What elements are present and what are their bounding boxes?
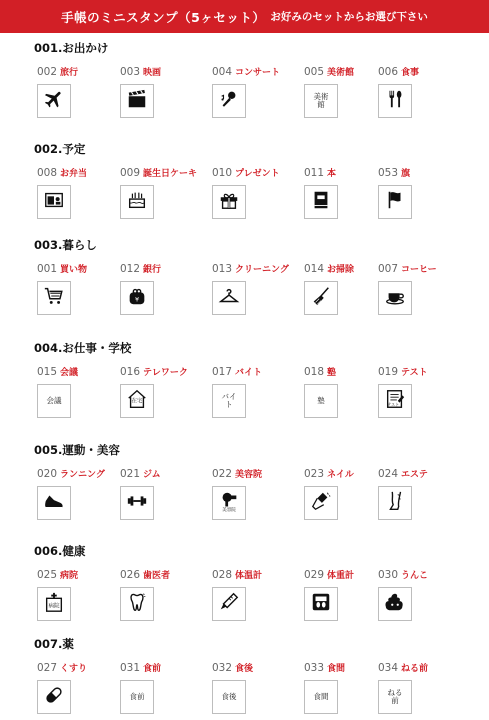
before-bed-text-icon: ねる前	[387, 688, 403, 705]
stamp-label	[212, 66, 302, 79]
stamp-item[interactable]	[120, 662, 210, 701]
stamp-image[interactable]	[304, 185, 338, 219]
stamp-name: うんこ	[401, 571, 429, 581]
stamp-name: コーヒー	[401, 265, 437, 275]
stamp-image[interactable]	[212, 680, 246, 714]
stamp-image[interactable]	[212, 384, 246, 418]
stamp-image[interactable]	[304, 281, 338, 315]
stamp-item[interactable]	[37, 167, 127, 180]
stamp-number: 027	[37, 662, 58, 674]
stamp-name: 食事	[401, 68, 420, 78]
stamp-image[interactable]	[120, 486, 154, 520]
stamp-image[interactable]	[304, 680, 338, 714]
hospital-icon	[43, 591, 65, 617]
microphone-icon	[218, 88, 240, 114]
stamp-name: 美容院	[235, 470, 263, 480]
purse-icon	[126, 285, 148, 311]
stamp-label	[212, 366, 302, 379]
stamp-label	[212, 167, 302, 180]
svg-text:美容院: 美容院	[222, 508, 236, 512]
stamp-item[interactable]	[378, 569, 468, 582]
stamp-label	[37, 167, 127, 180]
stamp-label	[120, 569, 210, 582]
stamp-label	[120, 66, 210, 79]
hanger-icon	[218, 285, 240, 311]
stamp-label	[37, 569, 127, 582]
stamp-number: 021	[120, 468, 141, 480]
stamp-number: 020	[37, 468, 58, 480]
stamp-label	[212, 569, 302, 582]
section-title: 002.予定	[34, 142, 86, 156]
stamp-number: 029	[304, 569, 325, 581]
stamp-image[interactable]	[120, 587, 154, 621]
stamp-number: 001	[37, 263, 58, 275]
stamp-item[interactable]	[37, 569, 127, 610]
stamp-name: 病院	[60, 571, 79, 581]
stamp-number: 018	[304, 366, 325, 378]
stamp-item[interactable]	[212, 662, 302, 701]
coffee-cup-icon	[384, 285, 406, 311]
stamp-image[interactable]	[37, 84, 71, 118]
stamp-label	[37, 662, 127, 675]
stamp-image[interactable]	[37, 281, 71, 315]
after-meal-text-icon: 食後	[221, 692, 237, 701]
stamp-name: クリーニング	[235, 265, 289, 275]
stamp-item[interactable]	[378, 167, 468, 180]
stamp-number: 032	[212, 662, 233, 674]
stamp-number: 006	[378, 66, 399, 78]
section-title: 007.薬	[34, 637, 74, 651]
between-meal-text-icon: 食間	[313, 692, 329, 701]
stamp-item[interactable]	[212, 167, 302, 180]
stamp-number: 007	[378, 263, 399, 275]
stamp-image[interactable]	[378, 587, 412, 621]
stamp-image[interactable]	[37, 384, 71, 418]
stamp-name: 歯医者	[143, 571, 171, 581]
stamp-number: 003	[120, 66, 141, 78]
stamp-number: 009	[120, 167, 141, 179]
stamp-image[interactable]	[378, 281, 412, 315]
stamp-number: 028	[212, 569, 233, 581]
stamp-image[interactable]	[120, 680, 154, 714]
stamp-image[interactable]	[212, 281, 246, 315]
meeting-text-icon: 会議	[46, 396, 62, 405]
stamp-image[interactable]	[212, 185, 246, 219]
stamp-image[interactable]	[304, 587, 338, 621]
stamp-number: 014	[304, 263, 325, 275]
stamp-name: テレワーク	[143, 368, 188, 378]
stamp-name: エステ	[401, 470, 428, 480]
section-title: 005.運動・美容	[34, 443, 120, 457]
stamp-image[interactable]	[37, 587, 71, 621]
stamp-number: 031	[120, 662, 141, 674]
shopping-cart-icon	[43, 285, 65, 311]
stamp-label	[37, 66, 127, 79]
dumbbell-icon	[126, 490, 148, 516]
section-title: 006.健康	[34, 544, 86, 558]
stamp-item[interactable]	[37, 366, 127, 405]
broom-icon	[310, 285, 332, 311]
stamp-image[interactable]	[37, 185, 71, 219]
test-paper-icon	[384, 388, 406, 414]
stamp-item[interactable]	[120, 263, 210, 304]
cake-icon	[126, 189, 148, 215]
stamp-number: 012	[120, 263, 141, 275]
nail-polish-icon	[310, 490, 332, 516]
stamp-image[interactable]	[120, 84, 154, 118]
museum-text-icon: 美術館	[313, 92, 329, 109]
stamp-name: 映画	[143, 68, 162, 78]
stamp-name: 体温計	[235, 571, 263, 581]
stamp-label	[378, 366, 468, 379]
stamp-image[interactable]	[378, 680, 412, 714]
stamp-image[interactable]	[120, 384, 154, 418]
stamp-item[interactable]	[37, 66, 127, 79]
running-shoe-icon	[43, 490, 65, 516]
page-title: 手帳のミニスタンプ（5ヶセット）	[61, 9, 266, 25]
stamp-number: 011	[304, 167, 325, 179]
stamp-label	[37, 468, 127, 481]
stamp-name: ランニング	[60, 470, 105, 480]
tooth-icon	[126, 591, 148, 617]
stamp-name: くすり	[60, 664, 88, 674]
house-icon	[126, 388, 148, 414]
baito-text-icon: バイト	[221, 392, 237, 409]
stamp-label	[37, 263, 127, 276]
stamp-number: 016	[120, 366, 141, 378]
stamp-number: 017	[212, 366, 233, 378]
stamp-name: 銀行	[143, 265, 162, 275]
stamp-item[interactable]	[212, 66, 302, 79]
stamp-item[interactable]	[378, 66, 468, 79]
svg-text:病院: 病院	[48, 603, 60, 610]
scale-icon	[310, 591, 332, 617]
stamp-item[interactable]	[120, 66, 210, 79]
stamp-number: 005	[304, 66, 325, 78]
stamp-label	[378, 66, 468, 79]
stamp-name: コンサート	[235, 68, 281, 78]
stamp-image[interactable]	[304, 84, 338, 118]
stamp-label	[212, 662, 302, 675]
stamp-item[interactable]	[37, 468, 127, 481]
stamp-label	[120, 662, 210, 675]
stamp-label	[212, 468, 302, 481]
stamp-number: 025	[37, 569, 58, 581]
hair-dryer-icon	[218, 490, 240, 516]
thermometer-icon	[218, 591, 240, 617]
stamp-image[interactable]	[378, 384, 412, 418]
stamp-number: 022	[212, 468, 233, 480]
stamp-number: 034	[378, 662, 399, 674]
svg-text:¥: ¥	[134, 295, 140, 304]
stamp-name: プレゼント	[235, 169, 280, 179]
stamp-name: テスト	[401, 368, 428, 378]
clapperboard-icon	[126, 88, 148, 114]
fork-spoon-icon	[384, 88, 406, 114]
svg-text:テスト: テスト	[387, 401, 400, 407]
stamp-name: 旅行	[60, 68, 79, 78]
stamp-number: 026	[120, 569, 141, 581]
stamp-image[interactable]	[37, 486, 71, 520]
stamp-number: 013	[212, 263, 233, 275]
stamp-label	[120, 468, 210, 481]
stamp-number: 030	[378, 569, 399, 581]
stamp-name: お弁当	[60, 169, 88, 179]
stamp-item[interactable]	[120, 468, 210, 481]
page-subtitle: お好みのセットからお選び下さい	[270, 11, 428, 23]
stamp-item[interactable]	[212, 263, 302, 276]
stamp-name: バイト	[235, 368, 263, 378]
stamp-name: ジム	[143, 470, 161, 480]
stamp-name: お掃除	[327, 265, 355, 275]
stamp-label	[378, 662, 468, 675]
stamp-name: 体重計	[327, 571, 355, 581]
stamp-number: 033	[304, 662, 325, 674]
stamp-item[interactable]	[378, 468, 468, 481]
stamp-name: 買い物	[60, 265, 88, 275]
stamp-label	[120, 366, 210, 379]
stamp-number: 053	[378, 167, 399, 179]
stamp-name: 塾	[327, 368, 337, 378]
stamp-name: 本	[327, 169, 337, 179]
section-title: 003.暮らし	[34, 238, 97, 252]
stamp-number: 023	[304, 468, 325, 480]
leg-icon	[384, 490, 406, 516]
stamp-image[interactable]	[212, 587, 246, 621]
stamp-image[interactable]	[304, 384, 338, 418]
stamp-item[interactable]	[37, 263, 127, 276]
capsule-icon	[43, 684, 65, 710]
svg-text:在宅: 在宅	[131, 398, 143, 405]
stamp-image[interactable]	[304, 486, 338, 520]
stamp-label	[37, 366, 127, 379]
stamp-label	[378, 263, 468, 276]
stamp-item[interactable]	[378, 263, 468, 276]
stamp-label	[120, 167, 210, 180]
juku-text-icon: 塾	[317, 396, 325, 405]
stamp-name: 旗	[401, 169, 411, 179]
stamp-image[interactable]	[212, 84, 246, 118]
stamp-name: 美術館	[327, 68, 355, 78]
stamp-image[interactable]	[212, 486, 246, 520]
stamp-number: 015	[37, 366, 58, 378]
poop-icon	[384, 591, 406, 617]
stamp-item[interactable]	[378, 366, 468, 407]
bento-icon	[43, 189, 65, 215]
stamp-label	[378, 468, 468, 481]
stamp-image[interactable]	[378, 185, 412, 219]
stamp-item[interactable]	[120, 569, 210, 582]
stamp-item[interactable]	[212, 569, 302, 582]
section-title: 001.お出かけ	[34, 41, 109, 55]
stamp-item[interactable]	[120, 167, 210, 180]
stamp-name: 食間	[327, 664, 346, 674]
stamp-number: 002	[37, 66, 58, 78]
stamp-number: 019	[378, 366, 399, 378]
stamp-item[interactable]	[212, 468, 302, 512]
stamp-item[interactable]	[212, 366, 302, 409]
airplane-icon	[43, 88, 65, 114]
stamp-label	[212, 263, 302, 276]
gift-icon	[218, 189, 240, 215]
stamp-number: 010	[212, 167, 233, 179]
stamp-name: 食前	[143, 664, 162, 674]
stamp-number: 024	[378, 468, 399, 480]
stamp-label	[378, 569, 468, 582]
stamp-item[interactable]	[120, 366, 210, 405]
stamp-image[interactable]	[120, 185, 154, 219]
stamp-name: ねる前	[401, 664, 429, 674]
flag-icon	[384, 189, 406, 215]
stamp-name: 食後	[235, 664, 254, 674]
stamp-name: 会議	[60, 368, 79, 378]
stamp-name: 誕生日ケーキ	[143, 169, 198, 179]
book-icon	[310, 189, 332, 215]
stamp-item[interactable]	[37, 662, 127, 675]
stamp-image[interactable]	[120, 281, 154, 315]
stamp-number: 008	[37, 167, 58, 179]
before-meal-text-icon: 食前	[129, 692, 145, 701]
stamp-label	[120, 263, 210, 276]
stamp-name: ネイル	[327, 470, 354, 480]
stamp-number: 004	[212, 66, 233, 78]
header-banner	[0, 0, 489, 33]
section-title: 004.お仕事・学校	[34, 341, 132, 355]
stamp-image[interactable]	[378, 84, 412, 118]
stamp-image[interactable]	[378, 486, 412, 520]
stamp-image[interactable]	[37, 680, 71, 714]
stamp-label	[378, 167, 468, 180]
stamp-item[interactable]	[378, 662, 468, 705]
